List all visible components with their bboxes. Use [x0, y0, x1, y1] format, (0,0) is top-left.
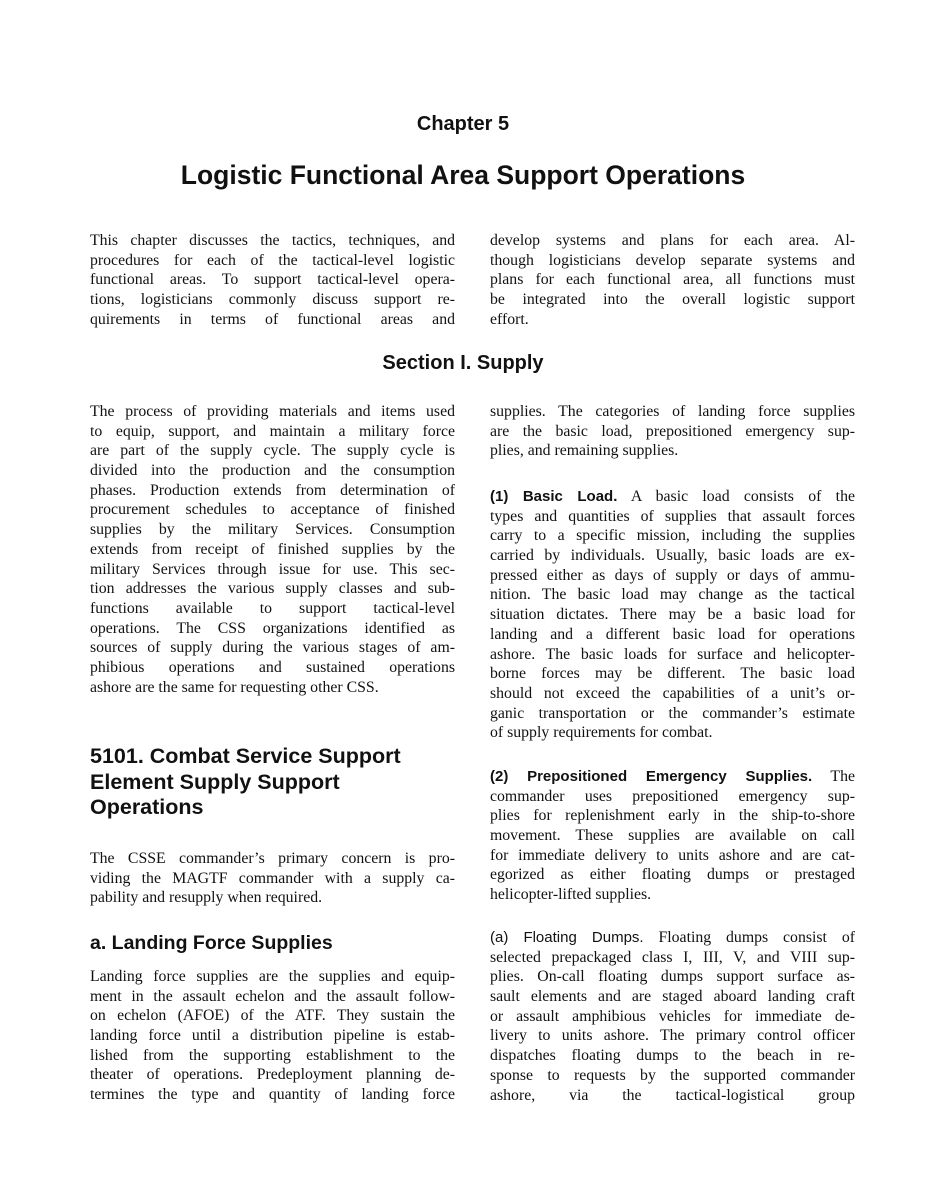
text-line: lished from the supporting establishment to the: [90, 1046, 455, 1064]
text-line: procurement schedules to acceptance of finished: [90, 501, 455, 519]
text-line: for immediate delivery to units ashore and are cat-: [490, 846, 855, 864]
text-line: of supply requirements for combat.: [490, 724, 713, 742]
text-line: viding the MAGTF commander with a supply ca-: [90, 869, 455, 887]
text-line: landing and a different basic load for operations: [490, 625, 855, 643]
heading-5101: [90, 744, 401, 821]
floating-dumps-paragraph: [490, 928, 855, 1105]
text-line: dispatches floating dumps to the beach in re-: [490, 1047, 855, 1065]
text-line: This chapter discusses the tactics, techniques, and: [90, 232, 455, 249]
text-line: quirements in terms of functional areas and: [90, 310, 455, 328]
heading-5101-line: 5101. Combat Service Support: [90, 744, 401, 768]
heading-landing-force-supplies: a. Landing Force Supplies: [90, 932, 333, 954]
intro-paragraph-left: [90, 231, 455, 329]
chapter-label: Chapter 5: [416, 113, 510, 135]
text-line: tions, logisticians commonly discuss support re-: [90, 291, 455, 309]
text-line: ashore, via the tactical-logistical group: [490, 1086, 855, 1104]
text-line: theater of operations. Predeployment planning de-: [90, 1066, 455, 1084]
csse-commander-paragraph: [90, 849, 455, 908]
text-line: are part of the supply cycle. The supply cycle is: [90, 442, 455, 460]
categories-paragraph: [490, 402, 855, 461]
text-line: extends from receipt of finished supplies by the: [90, 540, 455, 558]
text-line: phibious operations and sustained operations: [90, 658, 455, 676]
text-line: [490, 487, 855, 507]
line-text: The: [812, 768, 855, 785]
text-line: [490, 928, 855, 948]
text-line: on echelon (AFOE) of the ATF. They sustain the: [90, 1007, 455, 1025]
text-line: effort.: [490, 310, 529, 328]
text-line: The CSSE commander’s primary concern is pro-: [90, 850, 455, 867]
heading-5101-line: Element Supply Support: [90, 769, 340, 794]
text-line: carry to a specific mission, including the supplies: [490, 527, 855, 545]
text-line: plans for each functional area, all functions must: [490, 271, 855, 289]
text-line: ment in the assault echelon and the assault follow-: [90, 987, 455, 1005]
text-line: landing force until a distribution pipeline is estab-: [90, 1027, 455, 1045]
text-line: selected prepackaged class I, III, V, and VIII sup-: [490, 948, 855, 966]
text-line: are the basic load, prepositioned emergency sup-: [490, 422, 855, 440]
text-line: types and quantities of supplies that assault forces: [490, 507, 855, 525]
text-line: supplies by the military Services. Consumption: [90, 521, 455, 539]
basic-load-paragraph: [490, 487, 855, 743]
text-line: should not exceed the capabilities of a unit’s or-: [490, 684, 855, 702]
text-line: borne forces may be different. The basic load: [490, 665, 855, 683]
text-line: functional areas. To support tactical-level opera-: [90, 271, 455, 289]
text-line: military Services through issue for use. This sec-: [90, 560, 455, 578]
text-line: tion addresses the various supply classes and sub-: [90, 580, 455, 598]
text-line: develop systems and plans for each area. Al-: [490, 232, 855, 249]
run-in-heading: (2) Prepositioned Emergency Supplies.: [490, 768, 813, 785]
text-line: livery to units ashore. The primary control officer: [490, 1027, 855, 1045]
text-line: plies. On-call floating dumps support surface as-: [490, 968, 855, 986]
text-line: sault elements and are staged aboard landing craft: [490, 988, 855, 1006]
text-line: plies for replenishment early in the ship-to-shore: [490, 807, 855, 825]
text-line: Landing force supplies are the supplies and equip-: [90, 968, 455, 985]
text-line: phases. Production extends from determination of: [90, 481, 455, 499]
text-line: or assault amphibious vehicles for immediate de-: [490, 1007, 855, 1025]
text-line: supplies. The categories of landing force supplies: [490, 403, 855, 420]
text-line: situation dictates. There may be a basic load for: [490, 606, 855, 624]
text-line: helicopter-lifted supplies.: [490, 886, 652, 904]
text-line: termines the type and quantity of landing force: [90, 1086, 455, 1104]
supply-cycle-paragraph: [90, 402, 455, 697]
text-line: commander uses prepositioned emergency sup-: [490, 787, 855, 805]
text-line: carried by individuals. Usually, basic loads are ex-: [490, 547, 855, 565]
text-line: egorized as either floating dumps or prestaged: [490, 866, 855, 884]
text-line: sources of supply during the various stages of am-: [90, 639, 455, 657]
text-line: procedures for each of the tactical-level logistic: [90, 251, 455, 269]
text-line: functions available to support tactical-level: [90, 599, 455, 617]
landing-force-paragraph: [90, 967, 455, 1105]
text-line: ashore. The basic loads for surface and helicopter-: [490, 645, 855, 663]
text-line: pressed either as days of supply or days of ammu-: [490, 566, 855, 584]
text-line: nition. The basic load may change as the tactical: [490, 586, 855, 604]
run-in-heading: (1) Basic Load.: [490, 488, 618, 505]
section-title: Section I. Supply: [382, 352, 544, 374]
run-in-heading: (a) Floating Dumps.: [490, 929, 644, 946]
text-line: ganic transportation or the commander’s estimate: [490, 704, 855, 722]
prepositioned-supplies-paragraph: [490, 767, 855, 905]
text-line: though logisticians develop separate systems and: [490, 251, 855, 269]
intro-paragraph-right: [490, 231, 855, 329]
text-line: to equip, support, and maintain a military force: [90, 422, 455, 440]
text-line: movement. These supplies are available on call: [490, 827, 855, 845]
line-text: A basic load consists of the: [617, 488, 855, 505]
text-line: The process of providing materials and items used: [90, 403, 455, 420]
text-line: divided into the production and the consumption: [90, 462, 455, 480]
line-text: Floating dumps consist of: [643, 929, 855, 946]
heading-5101-line: Operations: [90, 795, 204, 819]
text-line: sponse to requests by the supported commander: [490, 1066, 855, 1084]
text-line: plies, and remaining supplies.: [490, 442, 679, 460]
text-line: ashore are the same for requesting other CSS.: [90, 678, 379, 696]
text-line: pability and resupply when required.: [90, 889, 323, 907]
chapter-title: Logistic Functional Area Support Operations: [180, 160, 746, 190]
text-line: operations. The CSS organizations identified as: [90, 619, 455, 637]
text-line: [490, 767, 855, 787]
text-line: be integrated into the overall logistic support: [490, 291, 855, 309]
